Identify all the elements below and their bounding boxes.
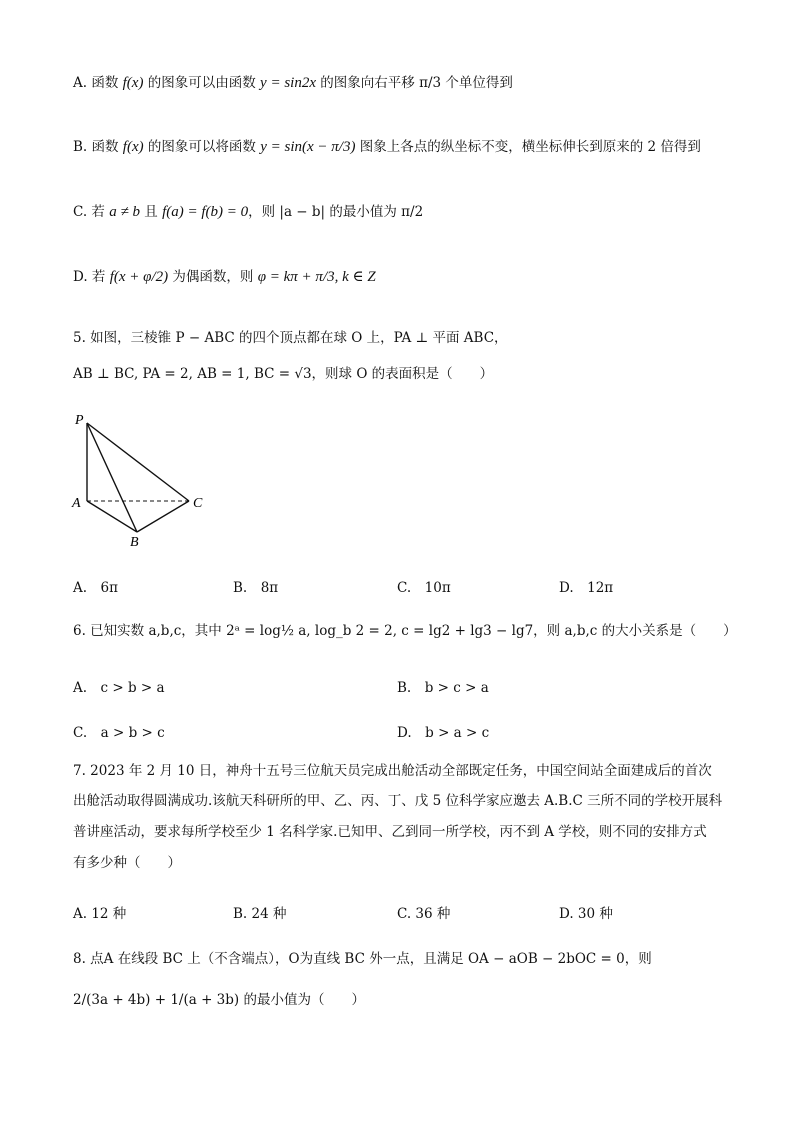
label-b: B bbox=[130, 535, 139, 550]
q4-d-math1: f(x + φ/2) bbox=[109, 269, 169, 285]
q4-option-b: B. 函数 f(x) 的图象可以将函数 y = sin(x − π/3) 图象上各点的纵坐标不变，横坐标伸长到原来的 2 倍得到 bbox=[73, 139, 701, 155]
edge-pb bbox=[87, 423, 137, 532]
q6-option-b: B. b > c > a bbox=[397, 680, 489, 696]
q6-option-c: C. a > b > c bbox=[73, 725, 165, 741]
q7-option-d: D. 30 种 bbox=[559, 906, 613, 922]
q7-option-b: B. 24 种 bbox=[233, 906, 287, 922]
q4-a-math2: y = sin2x bbox=[260, 75, 316, 91]
q6-option-d: D. b > a > c bbox=[397, 725, 490, 741]
q7-stem-line4: 有多少种（ ） bbox=[73, 855, 181, 871]
q5-tetrahedron-figure bbox=[68, 408, 218, 550]
q4-b-math2: y = sin(x − π/3) bbox=[260, 139, 356, 155]
q4-a-math1: f(x) bbox=[122, 75, 144, 91]
q4-c-math2: f(a) = f(b) = 0 bbox=[162, 204, 249, 220]
q6-option-a: A. c > b > a bbox=[73, 680, 165, 696]
q8-stem-line2: 2/(3a + 4b) + 1/(a + 3b) 的最小值为（ ） bbox=[73, 992, 365, 1008]
q7-stem-line1: 7. 2023 年 2 月 10 日，神舟十五号三位航天员完成出舱活动全部既定任务，中国空间站全面建成后的首次 bbox=[73, 763, 712, 779]
edge-pc bbox=[87, 423, 189, 501]
q5-stem-line1: 5. 如图，三棱锥 P − ABC 的四个顶点都在球 O 上，PA ⊥ 平面 ABC， bbox=[73, 330, 508, 346]
q5-option-c: C. 10π bbox=[397, 580, 451, 596]
q6-stem: 6. 已知实数 a,b,c，其中 2ᵃ = log½ a, log_b 2 = 2, c = lg2 + lg3 − lg7，则 a,b,c 的大小关系是（ ） bbox=[73, 623, 737, 639]
q4-c-math1: a ≠ b bbox=[109, 204, 140, 220]
q4-d-math2: φ = kπ + π/3, k ∈ Z bbox=[257, 269, 376, 285]
q7-option-a: A. 12 种 bbox=[73, 906, 127, 922]
q4-option-a: A. 函数 f(x) 的图象可以由函数 y = sin2x 的图象向右平移 π/3 个单位得到 bbox=[73, 75, 513, 91]
q5-stem-line2: AB ⊥ BC, PA = 2, AB = 1, BC = √3，则球 O 的表面积是（ ） bbox=[73, 366, 494, 382]
q4-b-math1: f(x) bbox=[122, 139, 144, 155]
q4-option-d: D. 若 f(x + φ/2) 为偶函数，则 φ = kπ + π/3, k ∈ Z bbox=[73, 269, 376, 285]
label-a: A bbox=[72, 496, 81, 511]
q8-stem-line1: 8. 点A 在线段 BC 上（不含端点），O为直线 BC 外一点，且满足 OA − aOB − 2bOC = 0，则 bbox=[73, 951, 652, 967]
q4-option-c: C. 若 a ≠ b 且 f(a) = f(b) = 0，则 |a − b| 的最小值为 π/2 bbox=[73, 204, 424, 220]
q7-stem-line3: 普讲座活动，要求每所学校至少 1 名科学家.已知甲、乙到同一所学校，丙不到 A 学校，则不同的安排方式 bbox=[73, 824, 707, 840]
edge-bc bbox=[137, 501, 189, 532]
q5-option-a: A. 6π bbox=[73, 580, 119, 596]
q5-option-d: D. 12π bbox=[559, 580, 614, 596]
label-c: C bbox=[193, 496, 203, 511]
q7-stem-line2: 出舱活动取得圆满成功.该航天科研所的甲、乙、丙、丁、戊 5 位科学家应邀去 A.B.C 三所不同的学校开展科 bbox=[73, 793, 723, 809]
q5-option-b: B. 8π bbox=[233, 580, 279, 596]
label-p: P bbox=[75, 413, 84, 428]
q7-option-c: C. 36 种 bbox=[397, 906, 451, 922]
